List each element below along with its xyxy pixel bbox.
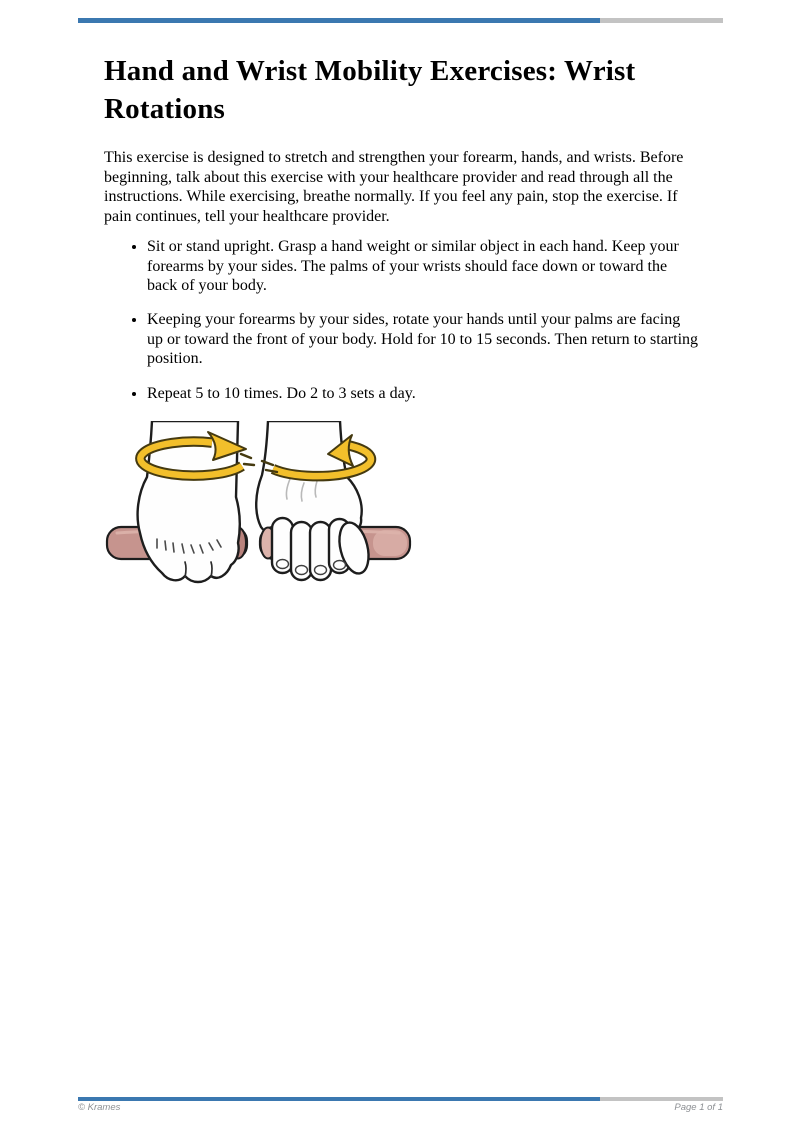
footer-rule-gray-segment <box>600 1097 723 1101</box>
header-rule-gray-segment <box>600 18 723 23</box>
list-item: • Keeping your forearms by your sides, rotate your hands until your palms are facing up or toward the front of your body. Hold for 10 to 15 seconds. Then return to starting position. <box>147 310 699 369</box>
footer-copyright: © Krames <box>78 1102 121 1113</box>
list-item: • Repeat 5 to 10 times. Do 2 to 3 sets a day. <box>147 384 699 404</box>
wrist-rotation-illustration <box>105 421 425 597</box>
page-title: Hand and Wrist Mobility Exercises: Wrist Rotations <box>104 55 636 125</box>
footer-rule-blue-segment <box>78 1097 600 1101</box>
intro-paragraph: This exercise is designed to stretch and strengthen your forearm, hands, and wrists. Before beginning, talk about this exercise with your healthcare provider and read through all the instructions. While exercising, breathe normally. If you feel any pain, stop the exercise. If pain continues, tell your healthcare provider. <box>104 149 684 225</box>
footer-rule-bar <box>78 1097 723 1101</box>
right-fingers <box>272 518 373 580</box>
left-hand-figure <box>107 421 254 582</box>
header-rule-bar <box>78 18 723 23</box>
footer <box>78 1102 723 1114</box>
list-item: • Sit or stand upright. Grasp a hand weight or similar object in each hand. Keep your forearms by your sides. The palms of your wrists should face down or toward the back of your body. <box>147 237 699 296</box>
exercise-steps-list <box>104 237 699 418</box>
footer-page-number: Page 1 of 1 <box>674 1102 723 1113</box>
right-hand-figure <box>256 421 410 580</box>
header-rule-blue-segment <box>78 18 600 23</box>
